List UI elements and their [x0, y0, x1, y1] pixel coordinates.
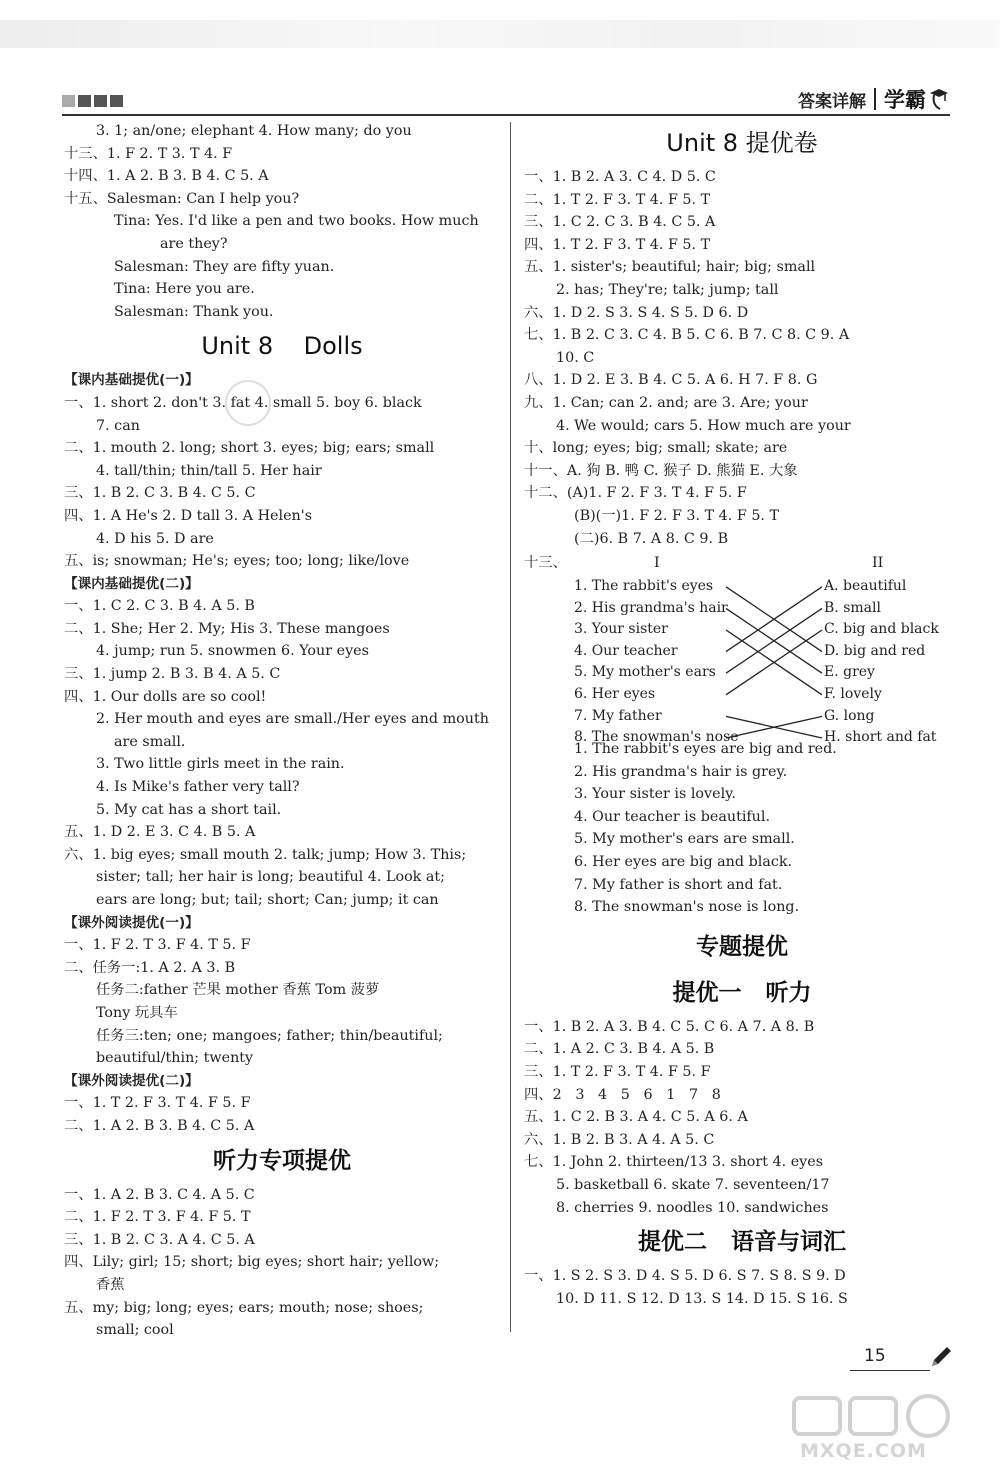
- answer-line: 三、1. B 2. C 3. B 4. C 5. C: [64, 485, 256, 502]
- answer-line: 四、Lily; girl; 15; short; big eyes; short hair; yellow;: [64, 1254, 440, 1271]
- answer-line: 一、1. B 2. A 3. C 4. D 5. C: [524, 169, 716, 185]
- page-footer: [840, 1342, 952, 1376]
- match-left-item: 7. My father: [574, 707, 662, 724]
- answer-line: 4. We would; cars 5. How much are your: [556, 417, 851, 434]
- scan-top-band: [0, 20, 1000, 48]
- answer-line: (B)(一)1. F 2. F 3. T 4. F 5. T: [574, 507, 780, 524]
- sentence-line: 7. My father is short and fat.: [574, 876, 783, 893]
- answer-line: 4. D his 5. D are: [96, 530, 214, 547]
- answer-line: small; cool: [96, 1322, 174, 1339]
- sentence-line: 4. Our teacher is beautiful.: [574, 808, 771, 825]
- dialog-line: are they?: [160, 235, 228, 252]
- answer-line: 十一、A. 狗 B. 鸭 C. 猴子 D. 熊猫 E. 大象: [524, 462, 798, 479]
- answer-line: 任务三:ten; one; mangoes; father; thin/beautiful;: [96, 1027, 443, 1044]
- answer-line: 二、1. mouth 2. long; short 3. eyes; big; ears; small: [64, 440, 435, 457]
- header-decoration: [62, 92, 126, 111]
- answer-line: 六、1. D 2. S 3. S 4. S 5. D 6. D: [524, 304, 749, 321]
- question-label: 十三、: [524, 555, 567, 572]
- answer-line: beautiful/thin; twenty: [96, 1050, 254, 1067]
- column-divider: [510, 122, 511, 1332]
- brand-logo: 学霸: [884, 88, 926, 112]
- page-number: 15: [864, 1346, 886, 1366]
- sentence-line: 2. His grandma's hair is grey.: [574, 763, 788, 780]
- answer-line: 10. D 11. S 12. D 13. S 14. D 15. S 16. S: [556, 1290, 848, 1307]
- header-right: [798, 84, 950, 114]
- answer-line: 七、1. B 2. C 3. C 4. B 5. C 6. B 7. C 8. C 9. A: [524, 327, 850, 344]
- section-heading: 【课外阅读提优(二)】: [64, 1072, 199, 1089]
- answer-line: are small.: [114, 733, 186, 750]
- section-heading: 【课外阅读提优(一)】: [64, 914, 199, 931]
- column-label-ii: II: [872, 555, 884, 572]
- answer-line: 7. can: [96, 417, 140, 434]
- watermark-logo-icon: [790, 1392, 960, 1440]
- answer-line: 十四、1. A 2. B 3. B 4. C 5. A: [64, 168, 269, 185]
- answer-line: 四、2 3 4 5 6 1 7 8: [524, 1086, 721, 1103]
- answer-line: 四、1. A He's 2. D tall 3. A Helen's: [64, 507, 313, 524]
- match-left-item: 3. Your sister: [574, 621, 668, 638]
- unit-title: Unit 8 Dolls: [201, 332, 363, 361]
- section-heading: 【课内基础提优(二)】: [64, 575, 199, 592]
- answer-line: 二、1. A 2. C 3. B 4. A 5. B: [524, 1041, 715, 1058]
- section-title: 提优一 听力: [672, 979, 812, 1006]
- section-title: 专题提优: [696, 933, 788, 960]
- answer-line: 十五、Salesman: Can I help you?: [64, 190, 300, 207]
- match-right-item: H. short and fat: [824, 729, 937, 746]
- match-left-item: 4. Our teacher: [574, 642, 678, 659]
- match-left-item: 1. The rabbit's eyes: [574, 578, 714, 595]
- section-title: 提优二 语音与词汇: [637, 1229, 847, 1256]
- answer-line: 4. jump; run 5. snowmen 6. Your eyes: [96, 643, 369, 660]
- answer-line: 五、1. C 2. B 3. A 4. C 5. A 6. A: [524, 1109, 748, 1126]
- answer-line: 二、1. She; Her 2. My; His 3. These mangoes: [64, 620, 390, 637]
- answer-line: 2. Her mouth and eyes are small./Her eyes and mouth: [96, 711, 489, 728]
- answer-line: 五、my; big; long; eyes; ears; mouth; nose; shoes;: [64, 1299, 424, 1316]
- answer-line: 十三、1. F 2. T 3. T 4. F: [64, 145, 233, 162]
- answer-line: 五、1. D 2. E 3. C 4. B 5. A: [64, 824, 256, 841]
- answer-line: 一、1. T 2. F 3. T 4. F 5. F: [64, 1095, 251, 1112]
- dialog-line: Salesman: They are fifty yuan.: [114, 258, 335, 275]
- answer-line: 3. Two little girls meet in the rain.: [96, 756, 345, 773]
- answer-line: 三、1. jump 2. B 3. B 4. A 5. C: [64, 666, 281, 683]
- answer-line: 5. basketball 6. skate 7. seventeen/17: [556, 1177, 830, 1193]
- answer-line: 三、1. B 2. C 3. A 4. C 5. A: [64, 1231, 255, 1248]
- sentence-line: 3. Your sister is lovely.: [574, 786, 736, 803]
- matching-lines: [574, 576, 954, 748]
- section-heading: 【课内基础提优(一)】: [64, 372, 199, 389]
- answer-line: 二、1. F 2. T 3. F 4. F 5. T: [64, 1209, 251, 1226]
- answer-line: 5. My cat has a short tail.: [96, 801, 282, 818]
- sentence-line: 1. The rabbit's eyes are big and red.: [574, 741, 837, 758]
- match-left-item: 2. His grandma's hair: [574, 599, 728, 616]
- answer-line: 八、1. D 2. E 3. B 4. C 5. A 6. H 7. F 8. G: [524, 372, 818, 389]
- answer-line: 3. 1; an/one; elephant 4. How many; do you: [96, 123, 412, 139]
- match-header: [524, 552, 960, 576]
- match-right-item: F. lovely: [824, 686, 882, 703]
- answer-line: 四、1. T 2. F 3. T 4. F 5. T: [524, 236, 711, 253]
- answer-line: (二)6. B 7. A 8. C 9. B: [574, 530, 729, 547]
- match-left-item: 6. Her eyes: [574, 686, 656, 703]
- matching-exercise: [574, 576, 960, 746]
- sentence-line: 6. Her eyes are big and black.: [574, 854, 793, 871]
- dialog-line: Salesman: Thank you.: [114, 303, 274, 320]
- dialog-line: Tina: Here you are.: [114, 281, 255, 298]
- sentence-line: 5. My mother's ears are small.: [574, 831, 795, 848]
- answer-line: 十二、(A)1. F 2. F 3. T 4. F 5. F: [524, 485, 747, 502]
- answer-line: 4. tall/thin; thin/tall 5. Her hair: [96, 462, 322, 479]
- answer-line: 任务二:father 芒果 mother 香蕉 Tom 菠萝: [96, 982, 380, 999]
- answer-line: 一、1. C 2. C 3. B 4. A 5. B: [64, 598, 255, 615]
- answer-line: 2. has; They're; talk; jump; tall: [556, 281, 779, 298]
- answer-line: 一、1. S 2. S 3. D 4. S 5. D 6. S 7. S 8. S 9. D: [524, 1268, 846, 1285]
- answer-line: 二、1. A 2. B 3. B 4. C 5. A: [64, 1117, 255, 1134]
- left-column: [64, 120, 500, 1342]
- answer-line: 三、1. C 2. C 3. B 4. C 5. A: [524, 214, 716, 231]
- match-left-item: 5. My mother's ears: [574, 664, 716, 681]
- answer-line: 二、1. T 2. F 3. T 4. F 5. T: [524, 191, 711, 208]
- answer-line: 九、1. Can; can 2. and; are 3. Are; your: [524, 394, 808, 411]
- answer-line: Tony 玩具车: [96, 1004, 178, 1021]
- answer-line: 一、1. A 2. B 3. C 4. A 5. C: [64, 1186, 255, 1203]
- header-rule: [62, 114, 950, 116]
- header-separator: [874, 88, 876, 110]
- header-label: 答案详解: [798, 91, 866, 112]
- answer-line: 一、1. F 2. T 3. F 4. T 5. F: [64, 937, 251, 954]
- sentence-line: 8. The snowman's nose is long.: [574, 899, 800, 916]
- pencil-icon: [928, 1344, 954, 1370]
- footer-rule: [850, 1370, 930, 1371]
- answer-line: 六、1. B 2. B 3. A 4. A 5. C: [524, 1131, 715, 1148]
- unit-test-title: Unit 8 提优卷: [666, 129, 818, 157]
- answer-line: 三、1. T 2. F 3. T 4. F 5. F: [524, 1064, 711, 1081]
- answer-line: 六、1. big eyes; small mouth 2. talk; jump; How 3. This;: [64, 846, 467, 863]
- answer-line: 四、1. Our dolls are so cool!: [64, 688, 267, 705]
- answer-line: 4. Is Mike's father very tall?: [96, 779, 300, 796]
- answer-line: 一、1. short 2. don't 3. fat 4. small 5. boy 6. black: [64, 394, 422, 411]
- answer-line: 十、long; eyes; big; small; skate; are: [524, 440, 788, 457]
- answer-line: sister; tall; her hair is long; beautiful 4. Look at;: [96, 869, 445, 886]
- answer-line: 10. C: [556, 349, 595, 366]
- answer-line: 一、1. B 2. A 3. B 4. C 5. C 6. A 7. A 8. B: [524, 1018, 815, 1035]
- graduation-cap-icon: [928, 87, 950, 111]
- answer-line: 七、1. John 2. thirteen/13 3. short 4. eyes: [524, 1154, 824, 1171]
- match-right-item: C. big and black: [824, 621, 939, 638]
- match-right-item: A. beautiful: [824, 578, 907, 595]
- watermark: [790, 1392, 970, 1464]
- answer-line: 二、任务一:1. A 2. A 3. B: [64, 959, 236, 976]
- answer-line: 香蕉: [96, 1276, 125, 1293]
- answer-line: 五、1. sister's; beautiful; hair; big; small: [524, 259, 816, 276]
- page-header: [62, 84, 950, 112]
- column-label-i: I: [654, 555, 660, 572]
- answer-line: 五、is; snowman; He's; eyes; too; long; like/love: [64, 553, 410, 570]
- right-column: [524, 120, 960, 1310]
- match-right-item: B. small: [824, 599, 881, 616]
- match-left-item: 8. The snowman's nose: [574, 729, 739, 746]
- match-right-item: G. long: [824, 707, 875, 724]
- answer-line: 8. cherries 9. noodles 10. sandwiches: [556, 1199, 829, 1216]
- match-right-item: E. grey: [824, 664, 875, 681]
- answer-line: ears are long; but; tail; short; Can; jump; it can: [96, 892, 439, 908]
- dialog-line: Tina: Yes. I'd like a pen and two books. How much: [114, 213, 479, 230]
- match-right-item: D. big and red: [824, 642, 926, 659]
- section-title: 听力专项提优: [213, 1147, 351, 1174]
- watermark-domain: MXQE.COM: [800, 1440, 927, 1462]
